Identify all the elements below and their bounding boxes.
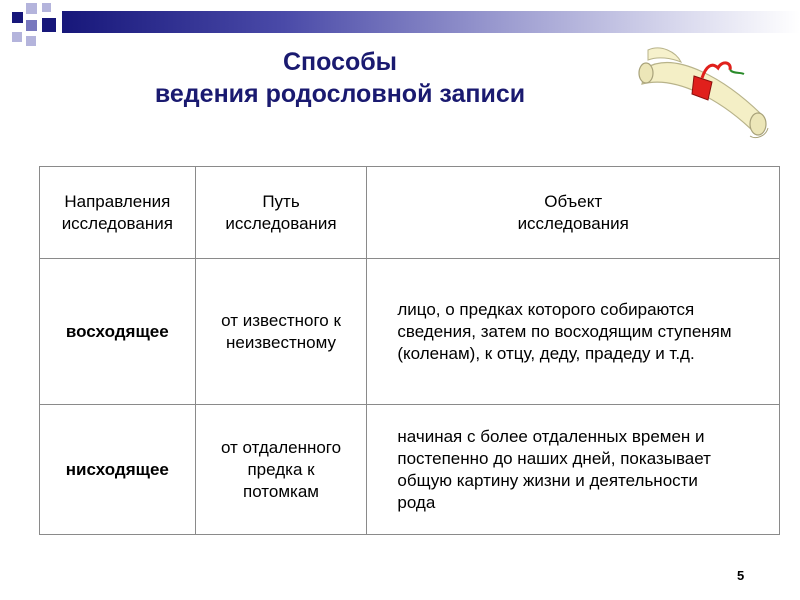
scroll-diploma-icon <box>636 40 774 140</box>
header-path: Путь исследования <box>195 167 367 259</box>
table-row <box>40 259 780 405</box>
header-direction: Направления исследования <box>40 167 196 259</box>
object-cell: начиная с более отдаленных времен и постепенно до наших дней, показывает общую картину жизни и деятельности рода <box>367 405 780 535</box>
title-line-2: ведения родословной записи <box>154 80 526 108</box>
table-row <box>40 405 780 535</box>
slide-title <box>90 46 590 110</box>
path-cell: от известного к неизвестному <box>195 259 367 405</box>
object-cell: лицо, о предках которого собираются сведения, затем по восходящим ступеням (коленам), к отцу, деду, прадеду и т.д. <box>367 259 780 405</box>
title-line-1: Способы <box>282 48 398 76</box>
direction-cell: нисходящее <box>40 405 196 535</box>
header-object: Объект исследования <box>367 167 780 259</box>
direction-cell: восходящее <box>40 259 196 405</box>
header-gradient-bar <box>62 11 800 33</box>
table-header-row <box>40 167 780 259</box>
page-number: 5 <box>737 568 745 583</box>
genealogy-methods-table <box>39 166 780 535</box>
path-cell: от отдаленного предка к потомкам <box>195 405 367 535</box>
